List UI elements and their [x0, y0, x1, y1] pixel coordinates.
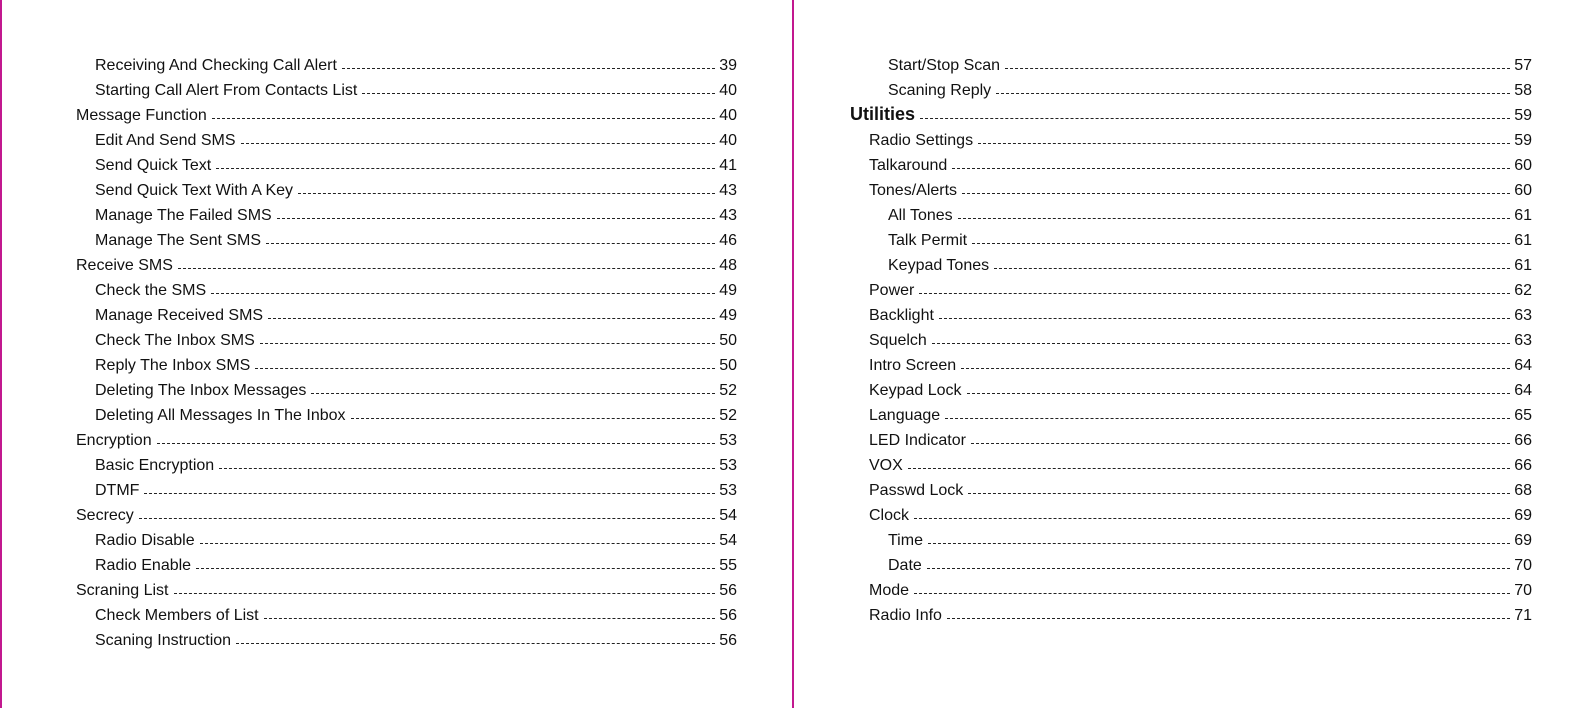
- toc-page-number: 49: [719, 282, 737, 299]
- toc-entry[interactable]: [76, 101, 737, 126]
- toc-dot-leader: [212, 118, 715, 119]
- toc-page-number: 40: [719, 107, 737, 124]
- toc-entry[interactable]: [76, 501, 737, 526]
- toc-entry-title: Radio Info: [869, 607, 942, 624]
- toc-page-number: 53: [719, 457, 737, 474]
- toc-entry-title: Radio Enable: [95, 557, 192, 574]
- toc-entry-title: Talkaround: [869, 157, 948, 174]
- toc-page-number: 39: [719, 57, 737, 74]
- toc-entry[interactable]: [850, 201, 1532, 226]
- toc-dot-leader: [298, 193, 715, 194]
- toc-dot-leader: [342, 68, 715, 69]
- toc-entry[interactable]: [76, 276, 737, 301]
- toc-dot-leader: [908, 468, 1510, 469]
- toc-entry-title: Deleting All Messages In The Inbox: [95, 407, 346, 424]
- toc-entry[interactable]: [850, 351, 1532, 376]
- toc-entry-title: Receive SMS: [76, 257, 173, 274]
- toc-dot-leader: [962, 193, 1510, 194]
- toc-dot-leader: [362, 93, 715, 94]
- toc-dot-leader: [967, 393, 1511, 394]
- toc-entry-title: Scaning Reply: [888, 82, 992, 99]
- toc-dot-leader: [266, 243, 715, 244]
- toc-entry[interactable]: [76, 51, 737, 76]
- toc-dot-leader: [255, 368, 715, 369]
- toc-page-number: 60: [1514, 182, 1532, 199]
- toc-entry-title: LED Indicator: [869, 432, 966, 449]
- toc-dot-leader: [277, 218, 716, 219]
- toc-page-number: 61: [1514, 232, 1532, 249]
- toc-page-number: 43: [719, 182, 737, 199]
- toc-entry[interactable]: [850, 126, 1532, 151]
- toc-dot-leader: [144, 493, 715, 494]
- toc-page-number: 55: [719, 557, 737, 574]
- toc-page-number: 41: [719, 157, 737, 174]
- toc-entry[interactable]: [76, 251, 737, 276]
- toc-entry[interactable]: [850, 551, 1532, 576]
- page-divider-line: [792, 0, 794, 708]
- toc-page-number: 61: [1514, 207, 1532, 224]
- toc-entry-title: Start/Stop Scan: [888, 57, 1001, 74]
- toc-entry-title: Deleting The Inbox Messages: [95, 382, 307, 399]
- toc-dot-leader: [914, 518, 1510, 519]
- toc-entry[interactable]: [850, 151, 1532, 176]
- toc-entry[interactable]: [850, 451, 1532, 476]
- toc-entry[interactable]: [76, 601, 737, 626]
- toc-page-number: 59: [1514, 132, 1532, 149]
- toc-dot-leader: [211, 293, 715, 294]
- toc-entry[interactable]: [850, 576, 1532, 601]
- toc-dot-leader: [947, 618, 1510, 619]
- toc-entry-title: Receiving And Checking Call Alert: [95, 57, 337, 74]
- toc-entry[interactable]: [76, 551, 737, 576]
- toc-entry-title: Reply The Inbox SMS: [95, 357, 251, 374]
- toc-entry[interactable]: [76, 426, 737, 451]
- toc-entry[interactable]: [850, 101, 1532, 126]
- toc-page-number: 61: [1514, 257, 1532, 274]
- toc-dot-leader: [311, 393, 715, 394]
- toc-entry[interactable]: [76, 226, 737, 251]
- toc-entry-title: Tones/Alerts: [869, 182, 958, 199]
- toc-entry[interactable]: [76, 626, 737, 651]
- toc-entry-title: Edit And Send SMS: [95, 132, 236, 149]
- toc-page-number: 71: [1514, 607, 1532, 624]
- toc-entry[interactable]: [850, 76, 1532, 101]
- toc-entry[interactable]: [76, 576, 737, 601]
- toc-entry[interactable]: [850, 276, 1532, 301]
- toc-entry-title: Basic Encryption: [95, 457, 215, 474]
- toc-page-number: 64: [1514, 382, 1532, 399]
- toc-entry[interactable]: [76, 126, 737, 151]
- toc-page-number: 50: [719, 357, 737, 374]
- toc-entry-title: Utilities: [850, 104, 916, 124]
- toc-entry-title: Message Function: [76, 107, 207, 124]
- toc-dot-leader: [994, 268, 1510, 269]
- toc-entry[interactable]: [76, 526, 737, 551]
- toc-dot-leader: [174, 593, 716, 594]
- toc-page-number: 60: [1514, 157, 1532, 174]
- toc-entry-title: Intro Screen: [869, 357, 957, 374]
- toc-page-number: 66: [1514, 457, 1532, 474]
- toc-entry[interactable]: [850, 301, 1532, 326]
- toc-entry-title: Passwd Lock: [869, 482, 964, 499]
- toc-entry[interactable]: [850, 326, 1532, 351]
- toc-dot-leader: [932, 343, 1510, 344]
- toc-dot-leader: [928, 543, 1510, 544]
- toc-entry[interactable]: [850, 401, 1532, 426]
- toc-dot-leader: [972, 243, 1510, 244]
- toc-dot-leader: [939, 318, 1510, 319]
- toc-entry-title: Starting Call Alert From Contacts List: [95, 82, 358, 99]
- toc-entry-title: Send Quick Text: [95, 157, 212, 174]
- toc-entry-title: VOX: [869, 457, 903, 474]
- toc-entry-title: Encryption: [76, 432, 152, 449]
- toc-entry-title: Talk Permit: [888, 232, 968, 249]
- toc-entry-title: Send Quick Text With A Key: [95, 182, 294, 199]
- toc-page-number: 54: [719, 532, 737, 549]
- toc-dot-leader: [971, 443, 1510, 444]
- toc-entry[interactable]: [850, 526, 1532, 551]
- toc-dot-leader: [157, 443, 716, 444]
- toc-page-number: 53: [719, 482, 737, 499]
- toc-page-number: 50: [719, 332, 737, 349]
- toc-dot-leader: [968, 493, 1510, 494]
- left-toc-list: [76, 51, 737, 651]
- toc-entry-title: All Tones: [888, 207, 953, 224]
- toc-dot-leader: [236, 643, 715, 644]
- toc-entry-title: Squelch: [869, 332, 927, 349]
- toc-entry-title: Keypad Tones: [888, 257, 990, 274]
- toc-dot-leader: [139, 518, 715, 519]
- right-toc-page: [850, 51, 1532, 626]
- toc-dot-leader: [978, 143, 1510, 144]
- toc-page-number: 46: [719, 232, 737, 249]
- toc-page-number: 69: [1514, 532, 1532, 549]
- toc-entry-title: Check Members of List: [95, 607, 259, 624]
- toc-entry-title: Scraning List: [76, 582, 169, 599]
- toc-entry-title: Date: [888, 557, 922, 574]
- toc-entry-title: DTMF: [95, 482, 140, 499]
- toc-entry-title: Manage The Failed SMS: [95, 207, 272, 224]
- toc-dot-leader: [996, 93, 1510, 94]
- toc-page-number: 63: [1514, 332, 1532, 349]
- toc-page-number: 69: [1514, 507, 1532, 524]
- toc-entry-title: Mode: [869, 582, 910, 599]
- toc-dot-leader: [178, 268, 715, 269]
- toc-entry[interactable]: [76, 351, 737, 376]
- toc-entry-title: Secrecy: [76, 507, 134, 524]
- toc-dot-leader: [219, 468, 715, 469]
- toc-page-number: 53: [719, 432, 737, 449]
- toc-entry[interactable]: [76, 326, 737, 351]
- toc-entry-title: Radio Disable: [95, 532, 195, 549]
- toc-dot-leader: [927, 568, 1510, 569]
- toc-entry-title: Time: [888, 532, 923, 549]
- toc-dot-leader: [268, 318, 715, 319]
- toc-entry-title: Radio Settings: [869, 132, 974, 149]
- toc-entry[interactable]: [76, 376, 737, 401]
- toc-entry[interactable]: [76, 476, 737, 501]
- toc-entry[interactable]: [850, 376, 1532, 401]
- toc-entry-title: Language: [869, 407, 941, 424]
- toc-page-number: 62: [1514, 282, 1532, 299]
- toc-page-number: 40: [719, 82, 737, 99]
- toc-page-number: 70: [1514, 557, 1532, 574]
- toc-entry[interactable]: [76, 201, 737, 226]
- toc-dot-leader: [264, 618, 716, 619]
- toc-entry[interactable]: [850, 476, 1532, 501]
- left-toc-page: [76, 51, 737, 651]
- toc-page-number: 54: [719, 507, 737, 524]
- toc-dot-leader: [260, 343, 715, 344]
- toc-entry[interactable]: [850, 226, 1532, 251]
- toc-dot-leader: [958, 218, 1511, 219]
- toc-entry[interactable]: [76, 76, 737, 101]
- toc-dot-leader: [919, 293, 1510, 294]
- toc-entry[interactable]: [76, 401, 737, 426]
- toc-page-number: 57: [1514, 57, 1532, 74]
- toc-dot-leader: [351, 418, 716, 419]
- toc-dot-leader: [196, 568, 715, 569]
- toc-dot-leader: [961, 368, 1510, 369]
- toc-entry[interactable]: [76, 301, 737, 326]
- toc-page-number: 49: [719, 307, 737, 324]
- toc-page-number: 59: [1514, 107, 1532, 124]
- toc-dot-leader: [945, 418, 1510, 419]
- toc-page-number: 52: [719, 382, 737, 399]
- toc-page-number: 43: [719, 207, 737, 224]
- toc-entry[interactable]: [850, 601, 1532, 626]
- toc-page-number: 65: [1514, 407, 1532, 424]
- toc-dot-leader: [914, 593, 1510, 594]
- toc-entry[interactable]: [850, 51, 1532, 76]
- toc-page-number: 64: [1514, 357, 1532, 374]
- toc-page-number: 56: [719, 607, 737, 624]
- toc-page-number: 56: [719, 582, 737, 599]
- toc-dot-leader: [241, 143, 716, 144]
- toc-entry[interactable]: [76, 151, 737, 176]
- toc-entry-title: Power: [869, 282, 915, 299]
- toc-entry-title: Check the SMS: [95, 282, 207, 299]
- toc-page-number: 48: [719, 257, 737, 274]
- toc-entry[interactable]: [850, 251, 1532, 276]
- toc-dot-leader: [200, 543, 716, 544]
- toc-entry[interactable]: [850, 426, 1532, 451]
- left-page-edge-line: [0, 0, 2, 708]
- right-toc-list: [850, 51, 1532, 626]
- toc-dot-leader: [1005, 68, 1510, 69]
- toc-entry-title: Clock: [869, 507, 910, 524]
- toc-entry-title: Check The Inbox SMS: [95, 332, 255, 349]
- toc-entry[interactable]: [850, 501, 1532, 526]
- toc-entry-title: Manage Received SMS: [95, 307, 264, 324]
- toc-page-number: 70: [1514, 582, 1532, 599]
- toc-page-number: 40: [719, 132, 737, 149]
- toc-entry[interactable]: [76, 451, 737, 476]
- toc-page-number: 52: [719, 407, 737, 424]
- toc-entry-title: Manage The Sent SMS: [95, 232, 262, 249]
- toc-entry-title: Keypad Lock: [869, 382, 962, 399]
- toc-page-number: 58: [1514, 82, 1532, 99]
- toc-dot-leader: [216, 168, 715, 169]
- toc-entry-title: Scaning Instruction: [95, 632, 232, 649]
- toc-entry[interactable]: [76, 176, 737, 201]
- toc-page-number: 63: [1514, 307, 1532, 324]
- toc-entry[interactable]: [850, 176, 1532, 201]
- toc-page-number: 68: [1514, 482, 1532, 499]
- toc-page-number: 56: [719, 632, 737, 649]
- toc-page-number: 66: [1514, 432, 1532, 449]
- toc-dot-leader: [952, 168, 1510, 169]
- toc-entry-title: Backlight: [869, 307, 934, 324]
- toc-dot-leader: [920, 118, 1510, 119]
